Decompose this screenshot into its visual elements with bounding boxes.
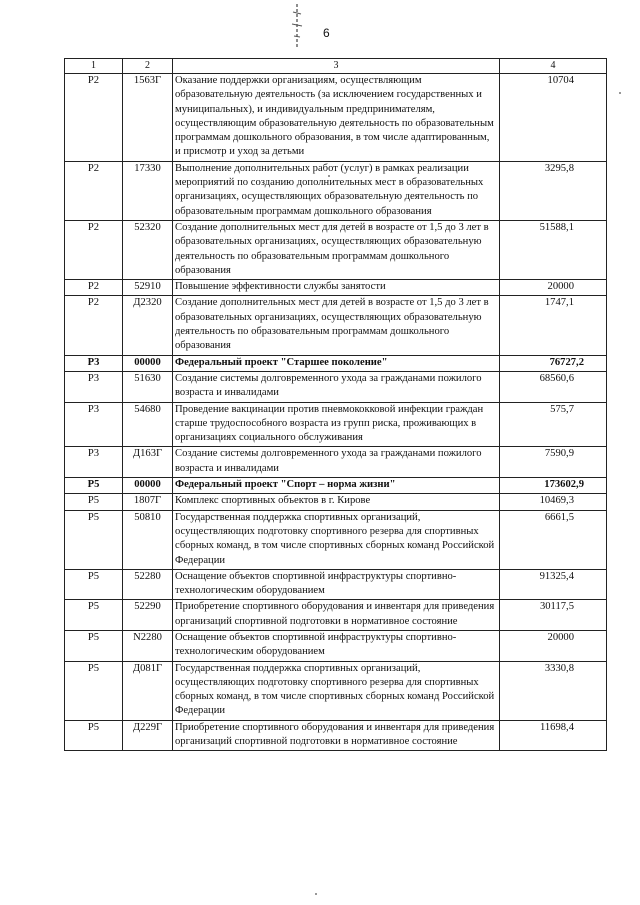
target-code-cell: 50810 — [123, 510, 173, 569]
target-code-cell: 52280 — [123, 569, 173, 600]
target-code-cell: 1563Г — [123, 74, 173, 162]
target-code-cell: 17330 — [123, 161, 173, 220]
description-cell: Приобретение спортивного оборудования и инвентаря для приведения организаций спортивной подготовки в нормативное состояние — [173, 600, 500, 631]
page-number: 6 — [323, 26, 330, 40]
amount-cell: 20000 — [500, 630, 607, 661]
target-code-cell: N2280 — [123, 630, 173, 661]
description-cell: Проведение вакцинации против пневмококковой инфекции граждан старше трудоспособного возраста из групп риска, проживающих в организациях социального обслуживания — [173, 402, 500, 447]
section-code-cell: Р2 — [65, 296, 123, 355]
amount-cell: 51588,1 — [500, 220, 607, 279]
target-code-cell: 51630 — [123, 371, 173, 402]
amount-cell: 173602,9 — [500, 478, 607, 494]
section-code-cell: Р3 — [65, 447, 123, 478]
scan-speck — [315, 893, 317, 895]
description-cell: Оснащение объектов спортивной инфраструктуры спортивно-технологическим оборудованием — [173, 569, 500, 600]
table-row — [65, 600, 607, 631]
section-code-cell: Р2 — [65, 74, 123, 162]
column-number: 4 — [500, 59, 607, 74]
section-header-row — [65, 355, 607, 371]
table-row — [65, 402, 607, 447]
amount-cell: 1747,1 — [500, 296, 607, 355]
section-code-cell: Р5 — [65, 720, 123, 751]
target-code-cell: Д163Г — [123, 447, 173, 478]
amount-cell: 3295,8 — [500, 161, 607, 220]
target-code-cell: 52320 — [123, 220, 173, 279]
column-number: 2 — [123, 59, 173, 74]
section-code-cell: Р5 — [65, 600, 123, 631]
binding-stamp-mark — [290, 2, 304, 50]
amount-cell: 6661,5 — [500, 510, 607, 569]
section-code-cell: Р5 — [65, 478, 123, 494]
target-code-cell: 52910 — [123, 280, 173, 296]
description-cell: Создание системы долговременного ухода за гражданами пожилого возраста и инвалидами — [173, 371, 500, 402]
section-code-cell: Р2 — [65, 220, 123, 279]
budget-table — [64, 58, 607, 751]
section-code-cell: Р5 — [65, 661, 123, 720]
target-code-cell: Д229Г — [123, 720, 173, 751]
target-code-cell: 00000 — [123, 478, 173, 494]
description-cell: Создание дополнительных мест для детей в возрасте от 1,5 до 3 лет в образовательных организациях, осуществляющих образовательную деятельность по образовательным программам дошкольного образования — [173, 296, 500, 355]
section-code-cell: Р5 — [65, 510, 123, 569]
description-cell: Выполнение дополнительных работ (услуг) в рамках реализации мероприятий по созданию дополнительных мест в образовательных организациях, осуществляющих образовательную деятельность по образовательным программам дошкольного образования — [173, 161, 500, 220]
description-cell: Государственная поддержка спортивных организаций, осуществляющих подготовку спортивного резерва для спортивных сборных команд, в том числе спортивных сборных команд Российской Федерации — [173, 661, 500, 720]
section-code-cell: Р5 — [65, 494, 123, 510]
target-code-cell: 1807Г — [123, 494, 173, 510]
target-code-cell: 54680 — [123, 402, 173, 447]
scan-speck — [619, 92, 621, 94]
amount-cell: 575,7 — [500, 402, 607, 447]
description-cell: Приобретение спортивного оборудования и инвентаря для приведения организаций спортивной подготовки в нормативное состояние — [173, 720, 500, 751]
table-row — [65, 661, 607, 720]
amount-cell: 68560,6 — [500, 371, 607, 402]
description-cell: Оказание поддержки организациям, осуществляющим образовательную деятельность (за исключением государственных и муниципальных), и индивидуальным предпринимателям, осуществляющим образовательную деятельность по образовательным программам дошкольного образования, в том числе адаптированным, и присмотр и уход за детьми — [173, 74, 500, 162]
description-cell: Федеральный проект "Старшее поколение" — [173, 355, 500, 371]
description-cell: Комплекс спортивных объектов в г. Кирове — [173, 494, 500, 510]
amount-cell: 10704 — [500, 74, 607, 162]
amount-cell: 91325,4 — [500, 569, 607, 600]
target-code-cell: Д2320 — [123, 296, 173, 355]
table-row — [65, 447, 607, 478]
section-code-cell: Р3 — [65, 355, 123, 371]
amount-cell: 11698,4 — [500, 720, 607, 751]
section-code-cell: Р2 — [65, 161, 123, 220]
description-cell: Повышение эффективности службы занятости — [173, 280, 500, 296]
amount-cell: 3330,8 — [500, 661, 607, 720]
column-number: 3 — [173, 59, 500, 74]
section-header-row — [65, 478, 607, 494]
column-number: 1 — [65, 59, 123, 74]
table-row — [65, 74, 607, 162]
amount-cell: 7590,9 — [500, 447, 607, 478]
target-code-cell: 00000 — [123, 355, 173, 371]
column-number-row — [65, 59, 607, 74]
section-code-cell: Р5 — [65, 630, 123, 661]
table-row — [65, 161, 607, 220]
amount-cell: 10469,3 — [500, 494, 607, 510]
section-code-cell: Р3 — [65, 371, 123, 402]
description-cell: Создание системы долговременного ухода за гражданами пожилого возраста и инвалидами — [173, 447, 500, 478]
section-code-cell: Р2 — [65, 280, 123, 296]
target-code-cell: 52290 — [123, 600, 173, 631]
section-code-cell: Р3 — [65, 402, 123, 447]
table-row — [65, 371, 607, 402]
description-cell: Государственная поддержка спортивных организаций, осуществляющих подготовку спортивного резерва для спортивных сборных команд, в том числе спортивных сборных команд Российской Федерации — [173, 510, 500, 569]
description-cell: Федеральный проект "Спорт – норма жизни" — [173, 478, 500, 494]
table-row — [65, 280, 607, 296]
section-code-cell: Р5 — [65, 569, 123, 600]
amount-cell: 76727,2 — [500, 355, 607, 371]
description-cell: Оснащение объектов спортивной инфраструктуры спортивно-технологическим оборудованием — [173, 630, 500, 661]
description-cell: Создание дополнительных мест для детей в возрасте от 1,5 до 3 лет в образовательных организациях, осуществляющих образовательную деятельность по образовательным программам дошкольного образования — [173, 220, 500, 279]
table-row — [65, 569, 607, 600]
table-row — [65, 296, 607, 355]
table-row — [65, 630, 607, 661]
table-row — [65, 720, 607, 751]
table-row — [65, 494, 607, 510]
target-code-cell: Д081Г — [123, 661, 173, 720]
table-row — [65, 220, 607, 279]
amount-cell: 30117,5 — [500, 600, 607, 631]
amount-cell: 20000 — [500, 280, 607, 296]
table-row — [65, 510, 607, 569]
